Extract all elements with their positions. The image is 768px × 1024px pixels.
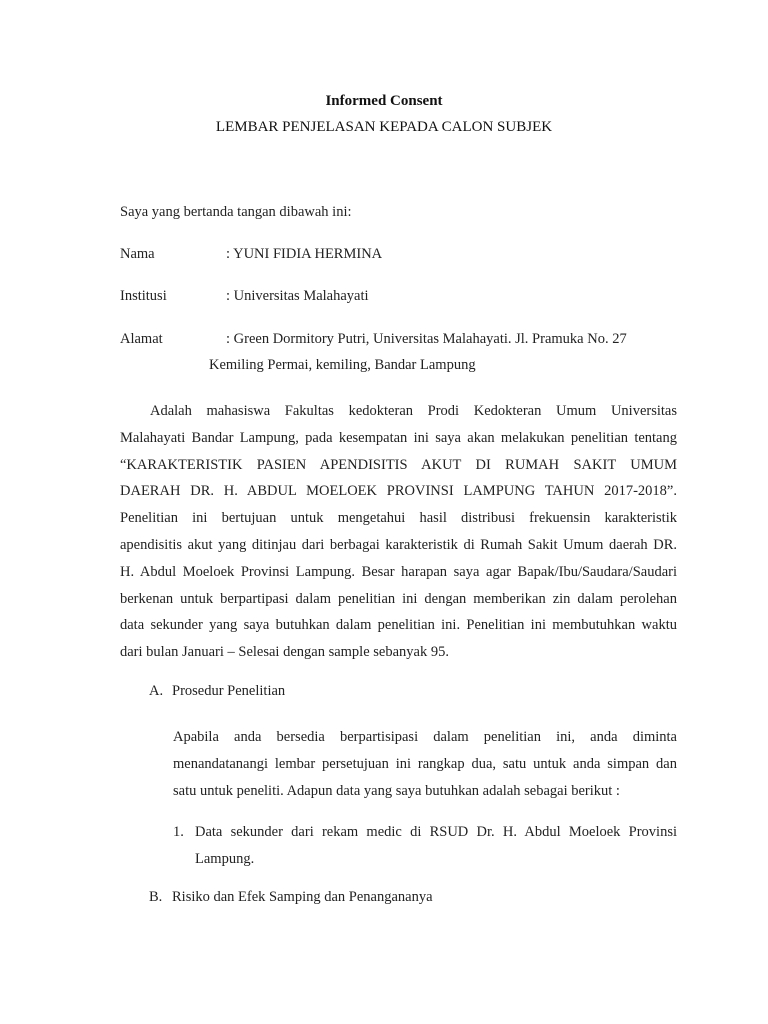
paragraph-line: berkenan untuk berpartipasi dalam penelitian ini dengan memberikan zin dalam perolehan: [120, 590, 677, 607]
document-title: Informed Consent: [325, 93, 443, 109]
document-subtitle: LEMBAR PENJELASAN KEPADA CALON SUBJEK: [215, 119, 553, 135]
field-value-nama: : YUNI FIDIA HERMINA: [226, 246, 383, 262]
address-line-2: Kemiling Permai, kemiling, Bandar Lampung: [209, 357, 476, 373]
paragraph-line: dari bulan Januari – Selesai dengan sample sebanyak 95.: [120, 644, 449, 661]
field-value-institusi: : Universitas Malahayati: [226, 288, 369, 304]
section-a-paragraph: [173, 724, 677, 804]
list-item: [173, 819, 677, 873]
main-paragraph: [120, 398, 677, 666]
section-a-heading: [149, 683, 286, 700]
field-label-institusi: Institusi: [120, 288, 167, 304]
paragraph-line: data sekunder yang saya butuhkan dalam penelitian ini. Penelitian ini membutuhkan waktu: [120, 617, 677, 634]
section-b-heading: [149, 889, 433, 906]
field-value-alamat: : Green Dormitory Putri, Universitas Malahayati. Jl. Pramuka No. 27: [226, 331, 627, 347]
intro-text: Saya yang bertanda tangan dibawah ini:: [120, 204, 352, 220]
section-a-line: satu untuk peneliti. Adapun data yang saya butuhkan adalah sebagai berikut :: [173, 782, 620, 799]
paragraph-line: Malahayati Bandar Lampung, pada kesempatan ini saya akan melakukan penelitian tentang: [120, 429, 677, 446]
paragraph-line: Adalah mahasiswa Fakultas kedokteran Prodi Kedokteran Umum Universitas: [150, 403, 677, 419]
paragraph-line: Penelitian ini bertujuan untuk mengetahui hasil distribusi frekuensin karakteristik: [120, 510, 677, 527]
list-item-line: Data sekunder dari rekam medic di RSUD Dr. H. Abdul Moeloek Provinsi: [195, 824, 677, 840]
paragraph-line: DAERAH DR. H. ABDUL MOELOEK PROVINSI LAMPUNG TAHUN 2017-2018”.: [120, 483, 677, 500]
field-label-alamat: Alamat: [120, 331, 163, 347]
paragraph-line: “KARAKTERISTIK PASIEN APENDISITIS AKUT DI RUMAH SAKIT UMUM: [120, 456, 677, 473]
field-label-nama: Nama: [120, 246, 155, 262]
section-a-marker: A.: [149, 683, 164, 699]
section-b-marker: B.: [149, 889, 163, 905]
section-a-line: menandatanangi lembar persetujuan ini rangkap dua, satu untuk anda simpan dan: [173, 755, 677, 772]
section-b-title: Risiko dan Efek Samping dan Penangananya: [172, 889, 433, 905]
list-item-marker: 1.: [173, 824, 184, 840]
section-a-title: Prosedur Penelitian: [172, 683, 286, 699]
list-item-line: Lampung.: [195, 851, 255, 867]
paragraph-line: H. Abdul Moeloek Provinsi Lampung. Besar harapan saya agar Bapak/Ibu/Saudara/Saudari: [120, 563, 677, 580]
section-a-line: Apabila anda bersedia berpartisipasi dalam penelitian ini, anda diminta: [173, 729, 677, 745]
paragraph-line: apendisitis akut yang ditinjau dari berbagai karakteristik di Rumah Sakit Umum daerah DR.: [120, 536, 677, 553]
